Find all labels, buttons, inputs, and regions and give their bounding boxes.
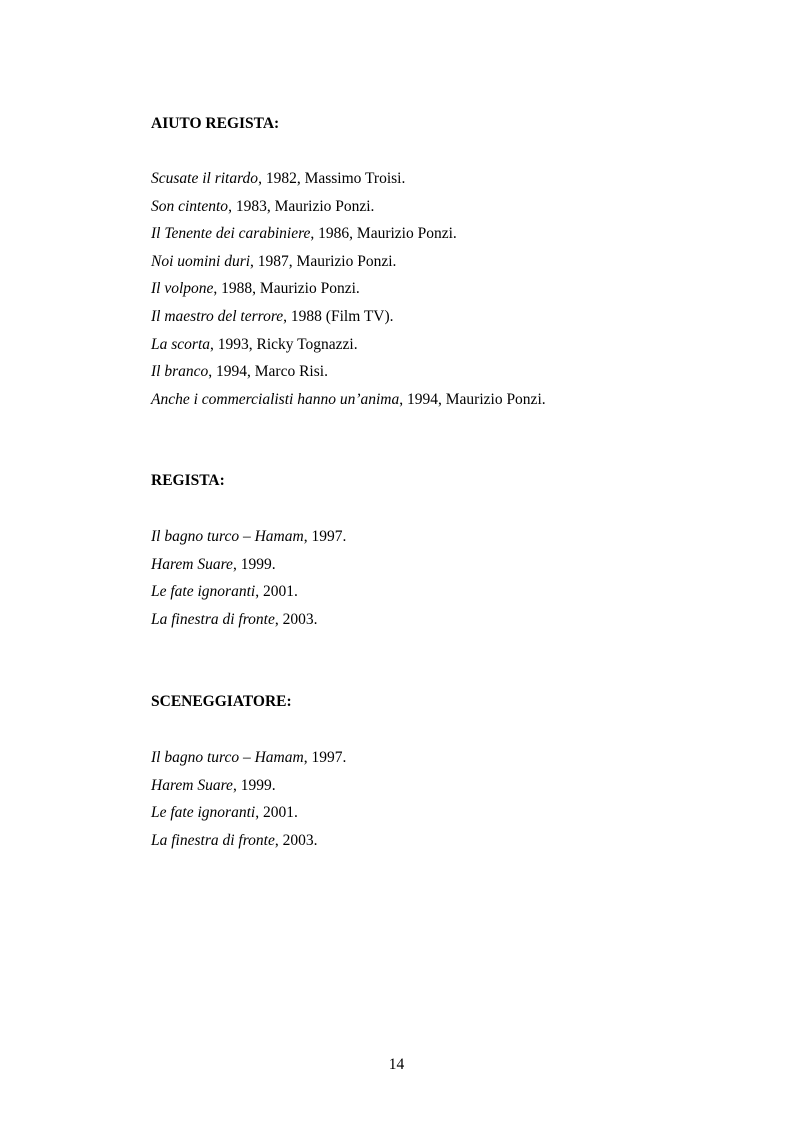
- filmography-list-aiuto-regista: [151, 169, 546, 417]
- film-details: , 1993, Ricky Tognazzi.: [210, 335, 358, 353]
- film-details: , 1983, Maurizio Ponzi.: [228, 197, 375, 215]
- film-title: Il volpone: [151, 280, 214, 298]
- list-item: [151, 831, 346, 859]
- list-item: [151, 748, 346, 776]
- list-item: [151, 390, 546, 418]
- filmography-list-sceneggiatore: [151, 748, 346, 858]
- film-details: , 2001.: [255, 804, 298, 822]
- section-heading-regista: REGISTA:: [151, 472, 225, 489]
- film-details: , 1988, Maurizio Ponzi.: [213, 280, 360, 298]
- film-title: Scusate il ritardo: [151, 170, 259, 187]
- film-title: Son cintento: [151, 197, 229, 215]
- list-item: [151, 582, 346, 610]
- list-item: [151, 776, 346, 804]
- film-title: Il maestro del terrore: [151, 307, 284, 325]
- film-title: Il bagno turco – Hamam: [151, 749, 304, 766]
- list-item: [151, 527, 346, 555]
- section-heading-sceneggiatore: SCENEGGIATORE:: [151, 693, 292, 710]
- film-title: Noi uomini duri: [151, 252, 251, 270]
- film-title: La finestra di fronte: [151, 831, 275, 849]
- film-details: , 1999.: [232, 776, 276, 794]
- film-details: , 2003.: [274, 831, 318, 849]
- film-title: La finestra di fronte: [151, 610, 275, 628]
- list-item: [151, 169, 546, 197]
- film-details: , 1999.: [232, 555, 276, 573]
- filmography-list-regista: [151, 527, 346, 637]
- film-details: , 2003.: [274, 610, 318, 628]
- film-details: , 1994, Marco Risi.: [208, 363, 328, 381]
- list-item: [151, 252, 546, 280]
- film-title: Le fate ignoranti: [151, 583, 256, 601]
- film-title: Il bagno turco – Hamam: [151, 528, 304, 545]
- film-title: Harem Suare: [151, 555, 233, 573]
- list-item: [151, 279, 546, 307]
- film-title: Harem Suare: [151, 776, 233, 794]
- list-item: [151, 610, 346, 638]
- film-details: , 1994, Maurizio Ponzi.: [399, 390, 546, 408]
- film-details: , 1997.: [303, 528, 347, 545]
- film-details: , 1982, Massimo Troisi.: [258, 170, 406, 187]
- list-item: [151, 803, 346, 831]
- film-title: Le fate ignoranti: [151, 804, 256, 822]
- film-details: , 1988 (Film TV).: [283, 307, 394, 325]
- film-details: , 1997.: [303, 749, 347, 766]
- film-title: La scorta: [151, 335, 210, 353]
- film-details: , 1986, Maurizio Ponzi.: [310, 225, 457, 243]
- page-number: 14: [388, 1056, 405, 1073]
- list-item: [151, 197, 546, 225]
- list-item: [151, 362, 546, 390]
- film-title: Il Tenente dei carabiniere: [151, 225, 311, 243]
- section-heading-aiuto-regista: AIUTO REGISTA:: [151, 115, 280, 132]
- list-item: [151, 555, 346, 583]
- list-item: [151, 224, 546, 252]
- film-title: Anche i commercialisti hanno un’anima: [151, 390, 400, 408]
- list-item: [151, 335, 546, 363]
- film-details: , 2001.: [255, 583, 298, 601]
- list-item: [151, 307, 546, 335]
- film-details: , 1987, Maurizio Ponzi.: [250, 252, 397, 270]
- film-title: Il branco: [151, 363, 209, 381]
